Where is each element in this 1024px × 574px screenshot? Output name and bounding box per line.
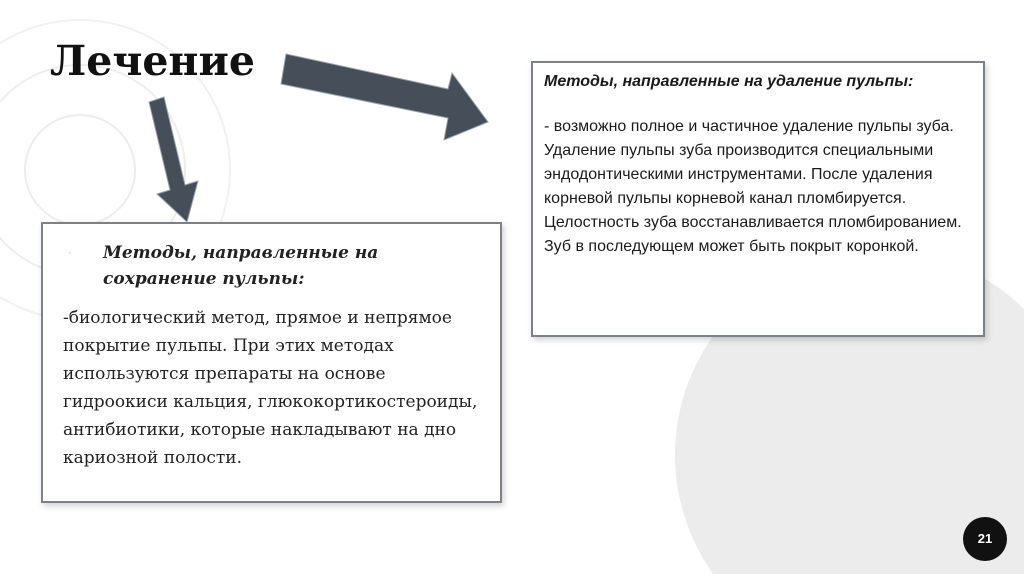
pulp-preservation-heading: Методы, направленные на сохранение пульпы: (103, 243, 379, 289)
pulp-removal-heading: Методы, направленные на удаление пульпы: (544, 73, 914, 90)
pulp-preservation-heading-row (59, 240, 486, 292)
slide-title: Лечение (50, 37, 255, 85)
pulp-removal-text: - возможно полное и частичное удаление пульпы зуба. Удаление пульпы зуба производится специальными эндодонтическими инструментами. После удаления корневой пульпы корневой канал пломбируется. Целостность зуба восстанавливается пломбированием. Зуб в последующем может быть покрыт коронкой. (544, 118, 962, 255)
bullet-icon: ◦ (68, 248, 72, 259)
pulp-removal-box (531, 61, 985, 337)
pulp-preservation-text: -биологический метод, прямое и непрямое покрытие пульпы. При этих методах используются препараты на основе гидроокиси кальция, глюкокортикостероиды, антибиотики, которые накладывают на дно кариозной полости. (63, 308, 478, 468)
pulp-preservation-box (41, 222, 502, 503)
page-number-badge: 21 (963, 517, 1007, 561)
